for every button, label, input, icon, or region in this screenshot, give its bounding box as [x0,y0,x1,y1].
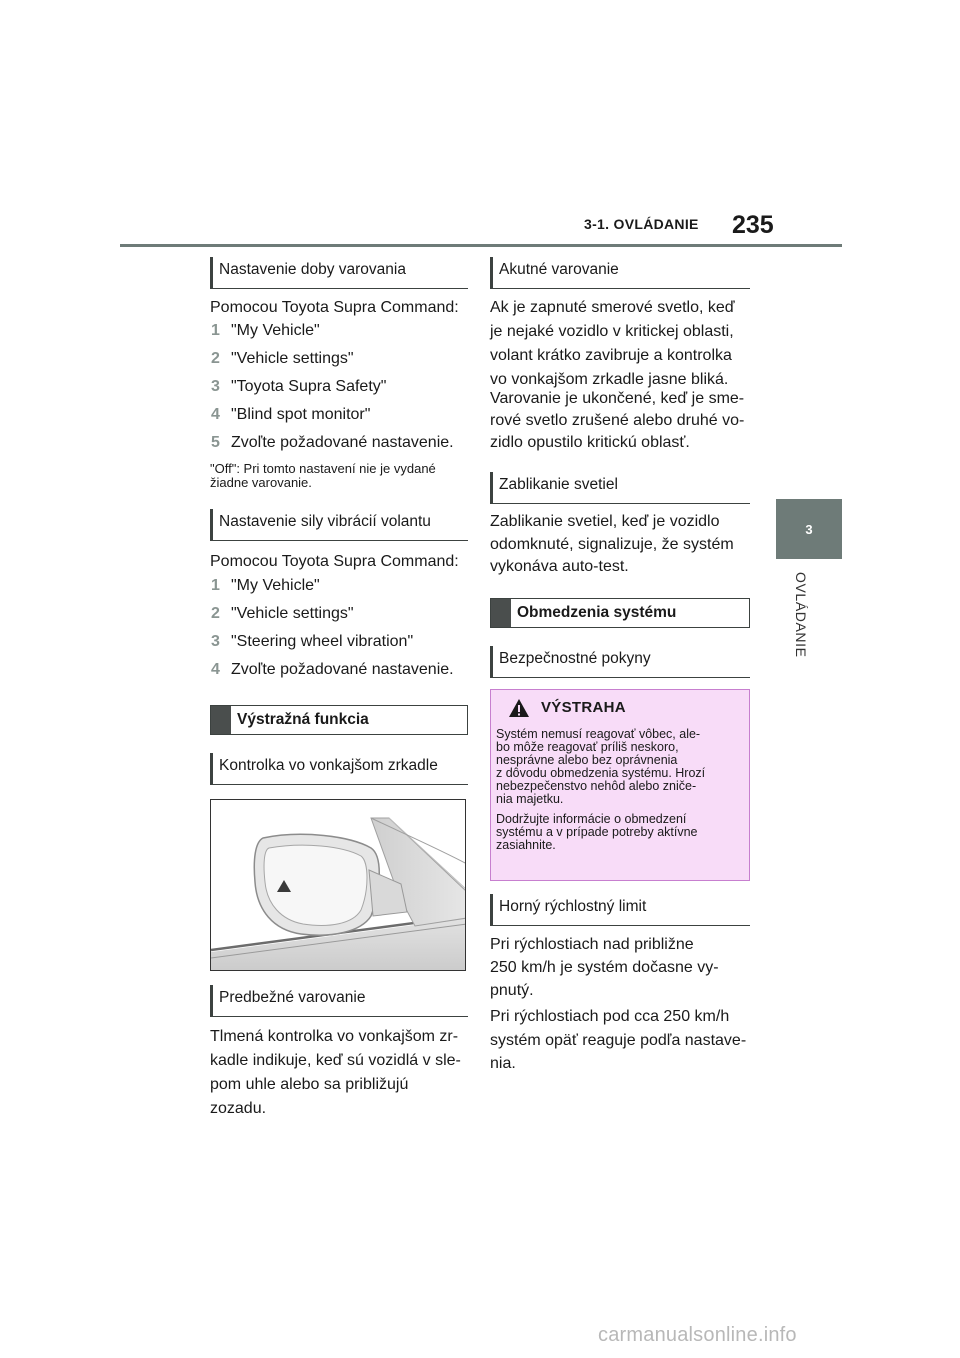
step-text: "My Vehicle" [231,577,320,594]
warning-line: zasiahnite. [496,838,556,852]
header-section-title: 3-1. OVLÁDANIE [584,216,699,232]
section-bar-warning-function [210,705,468,735]
body-line: nia. [490,1055,516,1072]
heading-acute-warning [490,257,750,289]
heading-safety-notes [490,646,750,678]
body-line: Zablikanie svetiel, keď je vozidlo [490,513,720,530]
heading-warning-time [210,257,468,289]
body-line: Varovanie je ukončené, keď je sme- [490,390,745,407]
heading-safety-notes-label: Bezpečnostné pokyny [499,650,651,667]
chapter-label: OVLÁDANIE [793,572,809,658]
body-line: zidlo opustilo kritickú oblasť. [490,434,690,451]
step-number: 3 [211,378,220,395]
warning-line: Systém nemusí reagovať vôbec, ale- [496,727,701,741]
list-item [211,632,413,652]
warning-title: VÝSTRAHA [541,699,626,716]
body-line: systém opäť reaguje podľa nastave- [490,1032,747,1049]
body-line: rové svetlo zrušené alebo druhé vo- [490,412,745,429]
header-divider [120,244,842,247]
body-line: je nejaké vozidlo v kritickej oblasti, [490,323,734,340]
warning-line: systému a v prípade potreby aktívne [496,825,698,839]
body-line: pom uhle alebo sa približujú [210,1076,409,1093]
step-text: Zvoľte požadované nastavenie. [231,434,454,451]
warning-line: bo môže reagovať príliš neskoro, [496,740,679,754]
body-line: Pri rýchlostiach nad približne [490,936,694,953]
body-line: kadle indikuje, keď sú vozidlá v sle- [210,1052,461,1069]
body-line: pnutý. [490,982,534,999]
mirror-illustration-svg [211,800,466,971]
body-line: 250 km/h je systém dočasne vy- [490,959,719,976]
warning-line: z dôvodu obmedzenia systému. Hrozí [496,766,706,780]
step-number: 1 [211,322,220,339]
step-text: "Vehicle settings" [231,605,354,622]
heading-light-flash [490,472,750,504]
heading-light-flash-label: Zablikanie svetiel [499,476,618,493]
heading-speed-limit-label: Horný rýchlostný limit [499,898,647,915]
heading-vibration-strength-label: Nastavenie sily vibrácií volantu [219,513,431,530]
note-line: žiadne varovanie. [210,475,312,490]
heading-acute-warning-label: Akutné varovanie [499,261,619,278]
watermark: carmanualsonline.info [598,1324,797,1346]
note-line: "Off": Pri tomto nastavení nie je vydané [210,461,436,476]
step-text: "Steering wheel vibration" [231,633,414,650]
heading-speed-limit [490,894,750,926]
body-line: odomknuté, signalizuje, že systém [490,536,734,553]
list-item [211,576,320,596]
warning-line: nesprávne alebo bez oprávnenia [496,753,678,767]
chapter-number: 3 [805,521,813,537]
body-line: vo vonkajšom zrkadle jasne bliká. [490,371,729,388]
list-item [211,433,454,453]
section-bar-marker [211,706,231,734]
step-number: 5 [211,434,220,451]
list-item [211,321,320,341]
heading-vibration-strength [210,509,468,541]
section-bar-label: Výstražná funkcia [237,711,369,728]
heading-pre-warning [210,985,468,1017]
step-text: "My Vehicle" [231,322,320,339]
chapter-tab-label [772,572,846,732]
list-item [211,405,370,425]
list-item [211,660,454,680]
warning-line: nebezpečenstvo nehôd alebo zniče- [496,779,697,793]
heading-mirror-indicator-label: Kontrolka vo vonkajšom zrkadle [219,757,438,774]
list-item [211,604,354,624]
body-line: Tlmená kontrolka vo vonkajšom zr- [210,1028,459,1045]
body-line: Ak je zapnuté smerové svetlo, keď [490,299,735,316]
warning-line: nia majetku. [496,792,564,806]
section-bar-marker [491,599,511,627]
heading-mirror-indicator [210,753,468,785]
chapter-tab [776,499,842,559]
step-number: 4 [211,406,220,423]
step-text: Zvoľte požadované nastavenie. [231,661,454,678]
intro-text: Pomocou Toyota Supra Command: [210,553,459,570]
warning-line: Dodržujte informácie o obmedzení [496,812,687,826]
heading-warning-time-label: Nastavenie doby varovania [219,261,406,278]
body-line: vykonáva auto-test. [490,558,629,575]
body-line: zozadu. [210,1100,267,1117]
body-line: Pri rýchlostiach pod cca 250 km/h [490,1008,730,1025]
list-item [211,349,354,369]
step-text: "Toyota Supra Safety" [231,378,387,395]
step-number: 2 [211,350,220,367]
step-text: "Vehicle settings" [231,350,354,367]
step-number: 1 [211,577,220,594]
step-text: "Blind spot monitor" [231,406,371,423]
page-number: 235 [732,211,774,239]
warning-triangle-icon [508,698,530,718]
heading-pre-warning-label: Predbežné varovanie [219,989,366,1006]
step-number: 2 [211,605,220,622]
intro-text: Pomocou Toyota Supra Command: [210,299,459,316]
step-number: 3 [211,633,220,650]
warning-box [490,689,750,881]
section-bar-label: Obmedzenia systému [517,604,677,621]
mirror-illustration [210,799,466,971]
section-bar-system-limits [490,598,750,628]
step-number: 4 [211,661,220,678]
body-line: volant krátko zavibruje a kontrolka [490,347,732,364]
list-item [211,377,386,397]
